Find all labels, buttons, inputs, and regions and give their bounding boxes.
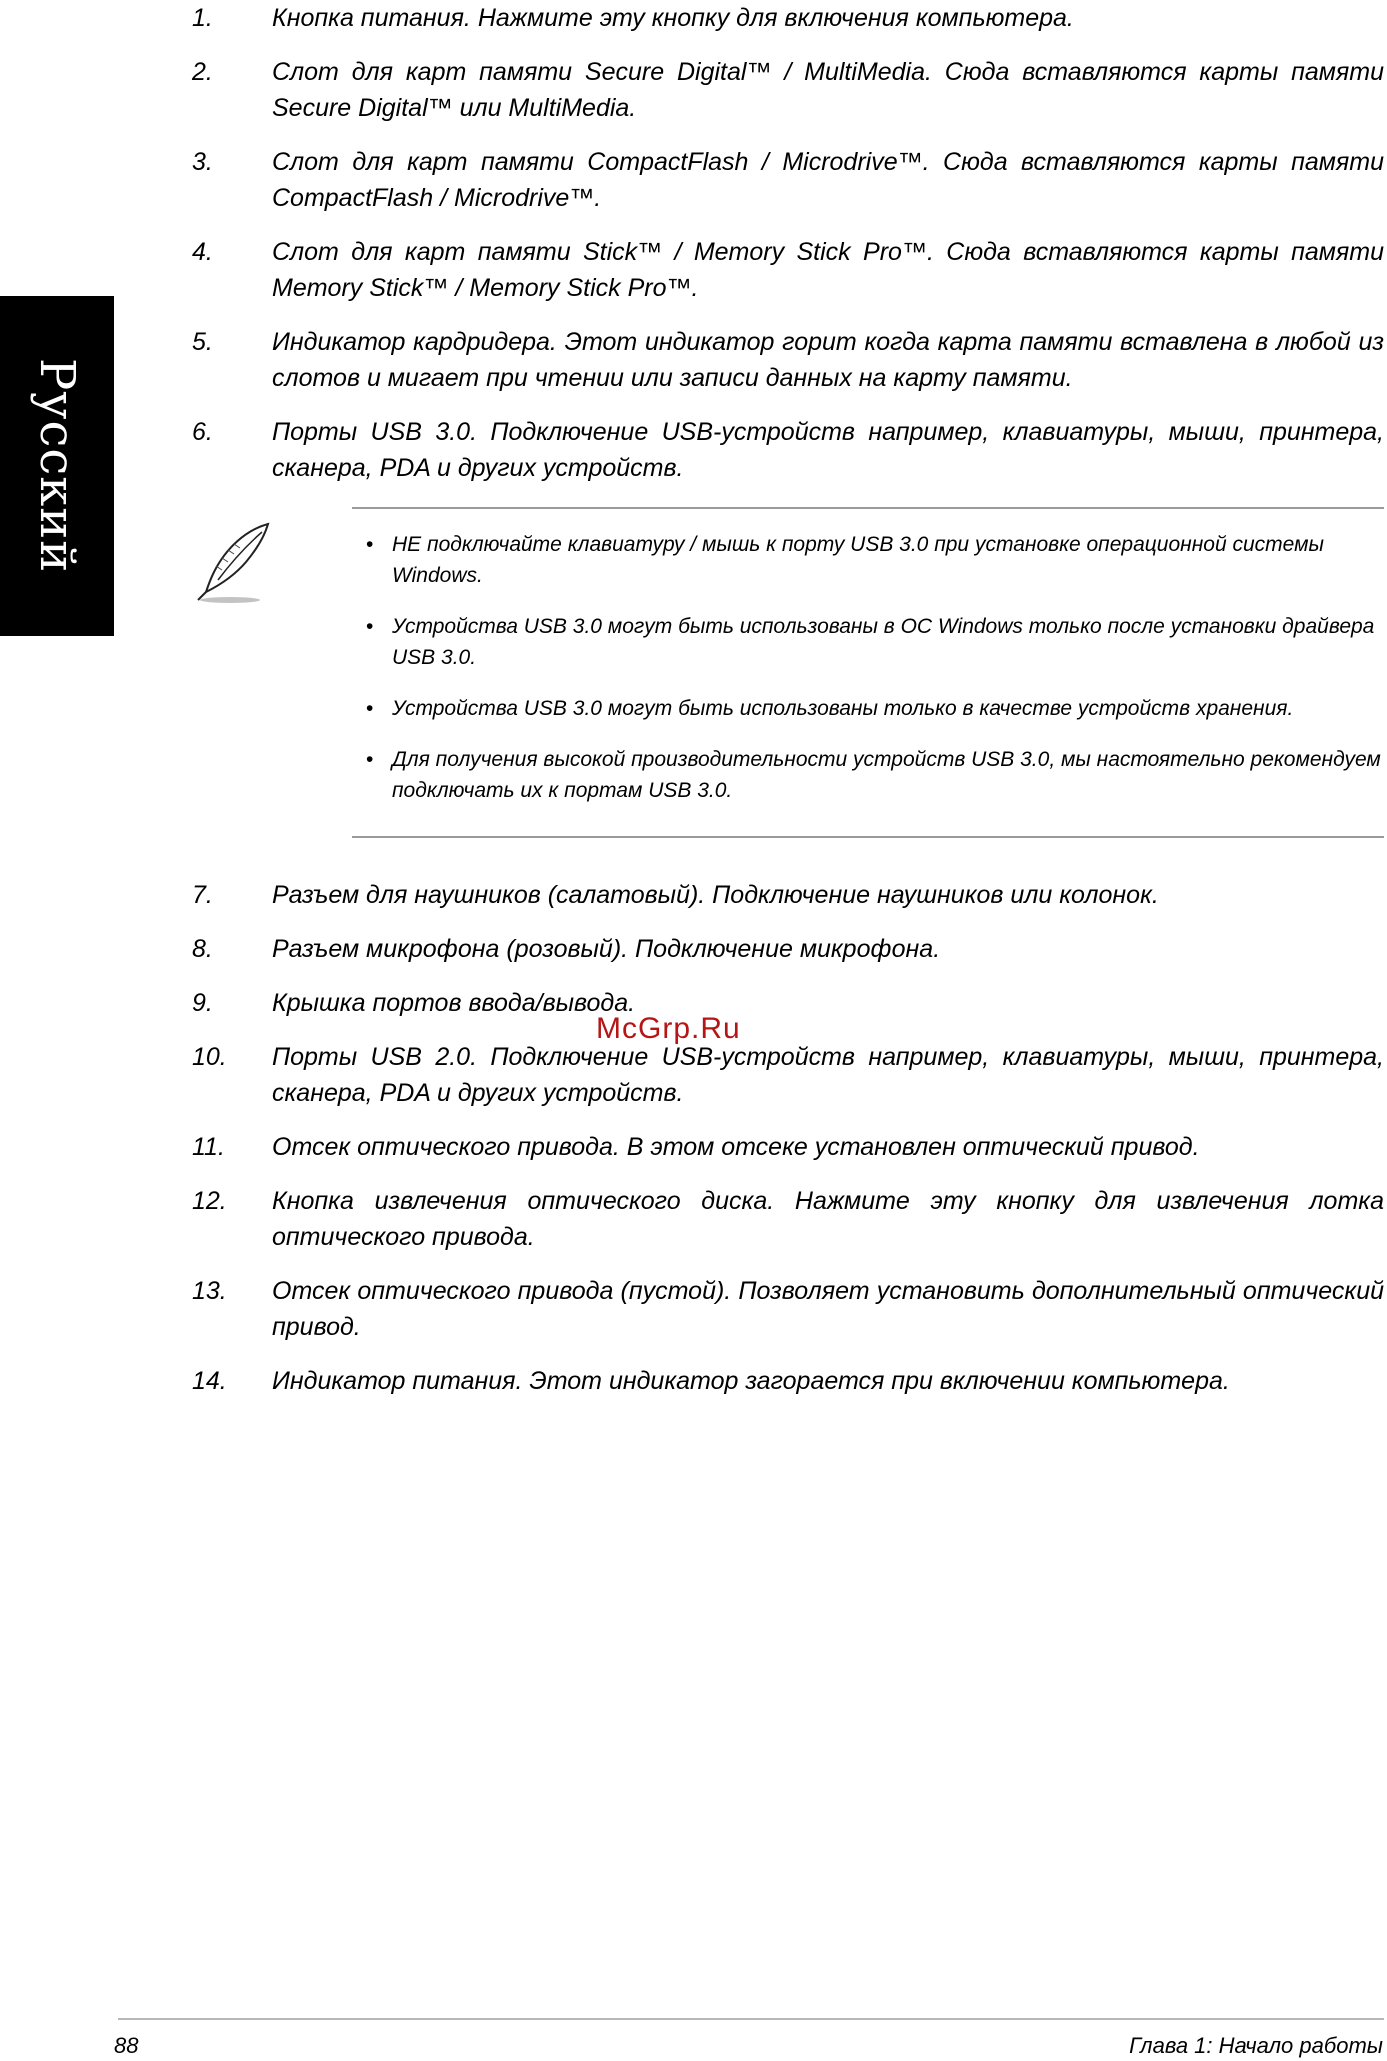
item-text: Кнопка извлечения оптического диска. Нажмите эту кнопку для извлечения лотка оптического привода. [272,1187,1384,1251]
note-text: Устройства USB 3.0 могут быть использованы в ОС Windows только после установки драйвера USB 3.0. [392,615,1375,669]
list-item [192,54,1384,126]
chapter-title: Глава 1: Начало работы [1129,2033,1383,2058]
note-item: • Устройства USB 3.0 могут быть использованы только в качестве устройств хранения. [366,697,1294,720]
list-item [192,1129,1384,1165]
list-item [192,144,1384,216]
list-item [192,985,1384,1021]
list-item [192,0,1384,36]
note-text: НЕ подключайте клавиатуру / мышь к порту USB 3.0 при установке операционной системы Windows. [392,533,1324,587]
footer-divider [118,2018,1384,2020]
item-number: 8. [192,935,213,963]
item-number: 1. [192,4,213,32]
watermark: McGrp.Ru [596,1012,741,1045]
item-text: Слот для карт памяти Stick™ / Memory Stick Pro™. Сюда вставляются карты памяти Memory Stick™ / Memory Stick Pro™. [272,238,1384,302]
item-number: 11. [192,1133,225,1161]
language-tab-label: Русский [29,358,85,574]
item-text: Отсек оптического привода. В этом отсеке установлен оптический привод. [272,1133,1200,1161]
component-list-bottom [192,877,1384,1417]
language-side-tab [0,296,114,636]
item-text: Слот для карт памяти CompactFlash / Microdrive™. Сюда вставляются карты памяти CompactFlash / Microdrive™. [272,148,1384,212]
item-number: 2. [192,58,213,86]
list-item [192,1039,1384,1111]
note-list [362,529,1384,826]
page-number: 88 [114,2033,139,2058]
item-text: Индикатор питания. Этот индикатор загорается при включении компьютера. [272,1367,1230,1395]
item-number: 3. [192,148,213,176]
item-number: 10. [192,1043,227,1071]
item-text: Разъем микрофона (розовый). Подключение микрофона. [272,935,941,963]
note-text: Устройства USB 3.0 могут быть использованы только в качестве устройств хранения. [392,697,1294,720]
feather-pen-icon [190,520,280,604]
item-number: 13. [192,1277,227,1305]
item-number: 6. [192,418,213,446]
list-item [192,234,1384,306]
item-text: Кнопка питания. Нажмите эту кнопку для включения компьютера. [272,4,1074,32]
note-item: • Устройства USB 3.0 могут быть использованы в ОС Windows только после установки драйвера USB 3.0. [366,615,1375,669]
note-box [352,507,1384,838]
note-item: • НЕ подключайте клавиатуру / мышь к порту USB 3.0 при установке операционной системы Windows. [366,533,1324,587]
item-text: Индикатор кардридера. Этот индикатор горит когда карта памяти вставлена в любой из слотов и мигает при чтении или записи данных на карту памяти. [272,328,1384,392]
item-text: Отсек оптического привода (пустой). Позволяет установить дополнительный оптический привод. [272,1277,1384,1341]
item-text: Порты USB 3.0. Подключение USB-устройств например, клавиатуры, мыши, принтера, сканера, PDA и других устройств. [272,418,1384,482]
list-item [192,414,1384,486]
list-item [192,877,1384,913]
item-text: Разъем для наушников (салатовый). Подключение наушников или колонок. [272,881,1159,909]
list-item [192,1183,1384,1255]
item-number: 9. [192,989,213,1017]
list-item [192,1273,1384,1345]
item-number: 4. [192,238,213,266]
item-text: Слот для карт памяти Secure Digital™ / MultiMedia. Сюда вставляются карты памяти Secure Digital™ или MultiMedia. [272,58,1384,122]
component-list-top [192,0,1384,504]
item-text: Порты USB 2.0. Подключение USB-устройств например, клавиатуры, мыши, принтера, сканера, PDA и других устройств. [272,1043,1384,1107]
item-text: Крышка портов ввода/вывода. [272,989,636,1017]
note-text: Для получения высокой производительности устройств USB 3.0, мы настоятельно рекомендуем подключать их к портам USB 3.0. [392,748,1381,802]
item-number: 14. [192,1367,227,1395]
note-item: • Для получения высокой производительности устройств USB 3.0, мы настоятельно рекомендуем подключать их к портам USB 3.0. [366,748,1381,802]
item-number: 5. [192,328,213,356]
list-item [192,1363,1384,1399]
item-number: 12. [192,1187,227,1215]
item-number: 7. [192,881,213,909]
list-item [192,931,1384,967]
list-item [192,324,1384,396]
